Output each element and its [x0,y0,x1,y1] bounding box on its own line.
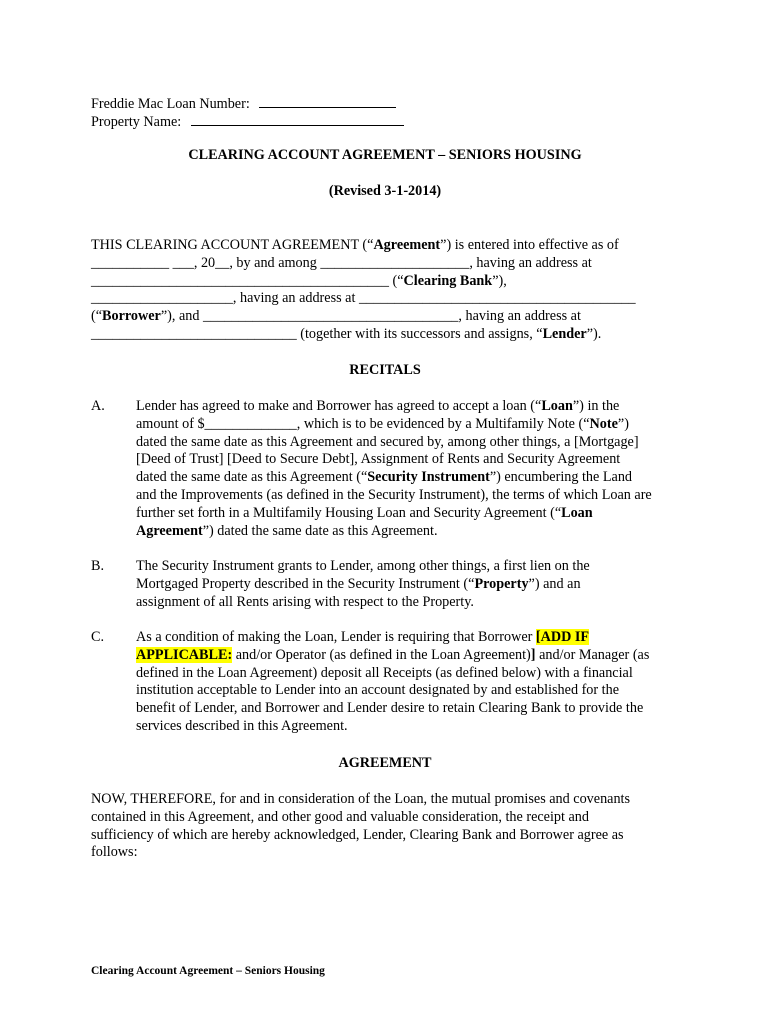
agreement-paragraph: NOW, THEREFORE, for and in consideration of the Loan, the mutual promises and covenants contained in this Agreement, and other good and valuable consideration, the receipt and sufficiency of which are hereby acknowledged, Lender, Clearing Bank and Borrower agree as follows: [91,791,631,861]
recitals-heading: RECITALS [349,362,421,378]
intro-line: _____________________________ (together with its successors and assigns, “Lender”). [91,325,602,342]
recital-b-letter: B. [91,558,105,574]
recital-a-text: Lender has agreed to make and Borrower has agreed to accept a loan (“Loan”) in the amount of $_____________, which is to be evidenced by a Multifamily Note (“Note”) dated the same date as this Agreement and secured by, among other things, a [Mortgage] [Deed of Trust] [Deed to Secure Debt], Assignment of Rents and Security Agreement dated the same date as this Agreement (“Security Instrument”) encumbering the Land and the Improvements (as defined in the Security Instrument), the terms of which Loan are further set forth in a Multifamily Housing Loan and Security Agreement (“Loan Agreement”) dated the same date as this Agreement. [136,398,652,539]
page-footer: Clearing Account Agreement – Seniors Housing [91,965,325,977]
recital-c-letter: C. [91,629,105,645]
intro-line: ____________________, having an address at _______________________________________ [91,290,636,307]
property-name-line [91,112,404,132]
recital-b-text: The Security Instrument grants to Lender, among other things, a first lien on the Mortgaged Property described in the Security Instrument (“Property”) and an assignment of all Rents arising with respect to the Property. [136,558,590,610]
property-name-label: Property Name: [91,114,182,130]
intro-line: __________________________________________ (“Clearing Bank”), [91,272,507,289]
loan-number-line [91,94,396,114]
intro-line: (“Borrower”), and ____________________________________, having an address at [91,308,581,325]
intro-line: THIS CLEARING ACCOUNT AGREEMENT (“Agreement”) is entered into effective as of [91,237,619,253]
intro-line: ___________ ___, 20__, by and among _____________________, having an address at [91,254,592,271]
loan-number-label: Freddie Mac Loan Number: [91,96,250,112]
property-name-blank [191,112,404,126]
recital-a-letter: A. [91,398,105,414]
agreement-heading: AGREEMENT [338,755,432,771]
applicable-highlight: APPLICABLE: [136,646,233,663]
intro-paragraph [91,237,681,344]
loan-number-blank [259,94,396,108]
document-title: CLEARING ACCOUNT AGREEMENT – SENIORS HOUSING [188,147,582,163]
revision-date: (Revised 3-1-2014) [328,183,442,199]
add-if-applicable-highlight: [ADD IF [535,629,590,645]
recital-c-text: As a condition of making the Loan, Lender is requiring that Borrower [ADD IF APPLICABLE: and/or Operator (as defined in the Loan Agreement)] and/or Manager (as defined in the Loan Agreement) deposit all Receipts (as defined below) with a financial institution acceptable to Lender into an account designated by and established for the benefit of Lender, and Borrower and Lender desire to retain Clearing Bank to provide the services described in this Agreement. [136,629,650,734]
